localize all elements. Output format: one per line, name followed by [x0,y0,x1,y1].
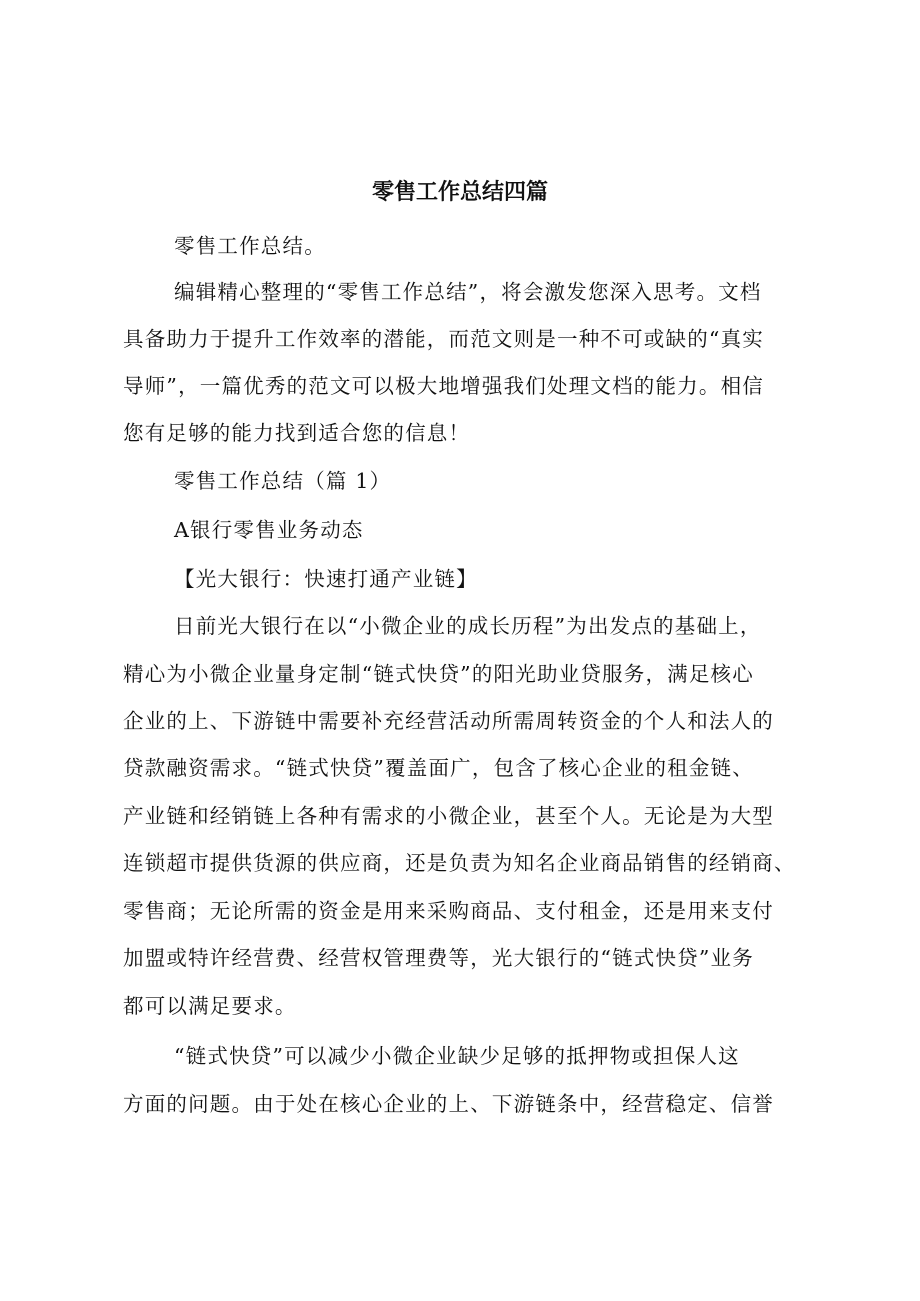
intro-line-1: 编辑精心整理的“零售工作总结”，将会激发您深入思考。文档 [174,280,762,304]
intro-line-3: 导师”，一篇优秀的范文可以极大地增强我们处理文档的能力。相信 [123,374,764,398]
para1-line-2: 精心为小微企业量身定制“链式快贷”的阳光助业贷服务，满足核心 [123,662,754,686]
intro-line-4: 您有足够的能力找到适合您的信息！ [123,421,471,445]
subsection-heading: A银行零售业务动态 [174,518,364,542]
para1-line-1: 日前光大银行在以“小微企业的成长历程”为出发点的基础上， [174,614,762,638]
para1-line-5: 产业链和经销链上各种有需求的小微企业，甚至个人。无论是为大型 [123,804,774,828]
bracket-heading: 【光大银行：快速打通产业链】 [174,567,478,591]
para1-line-3: 企业的上、下游链中需要补充经营活动所需周转资金的个人和法人的 [123,709,774,733]
intro-line-2: 具备助力于提升工作效率的潜能，而范文则是一种不可或缺的“真实 [123,327,764,351]
para1-line-6: 连锁超市提供货源的供应商，还是负责为知名企业商品销售的经销商、 [123,851,796,875]
intro-heading: 零售工作总结。 [174,234,326,258]
para2-line-2: 方面的问题。由于处在核心企业的上、下游链条中，经营稳定、信誉 [123,1092,774,1116]
para1-line-7: 零售商；无论所需的资金是用来采购商品、支付租金，还是用来支付 [123,899,774,923]
document-title: 零售工作总结四篇 [371,180,548,205]
section1-heading: 零售工作总结（篇 1） [174,469,392,493]
para1-line-4: 贷款融资需求。“链式快贷”覆盖面广，包含了核心企业的租金链、 [123,756,754,780]
para1-line-8: 加盟或特许经营费、经营权管理费等，光大银行的“链式快贷”业务 [123,946,754,970]
para2-line-1: “链式快贷”可以减少小微企业缺少足够的抵押物或担保人这 [174,1044,740,1068]
para1-line-9: 都可以满足要求。 [123,994,297,1018]
